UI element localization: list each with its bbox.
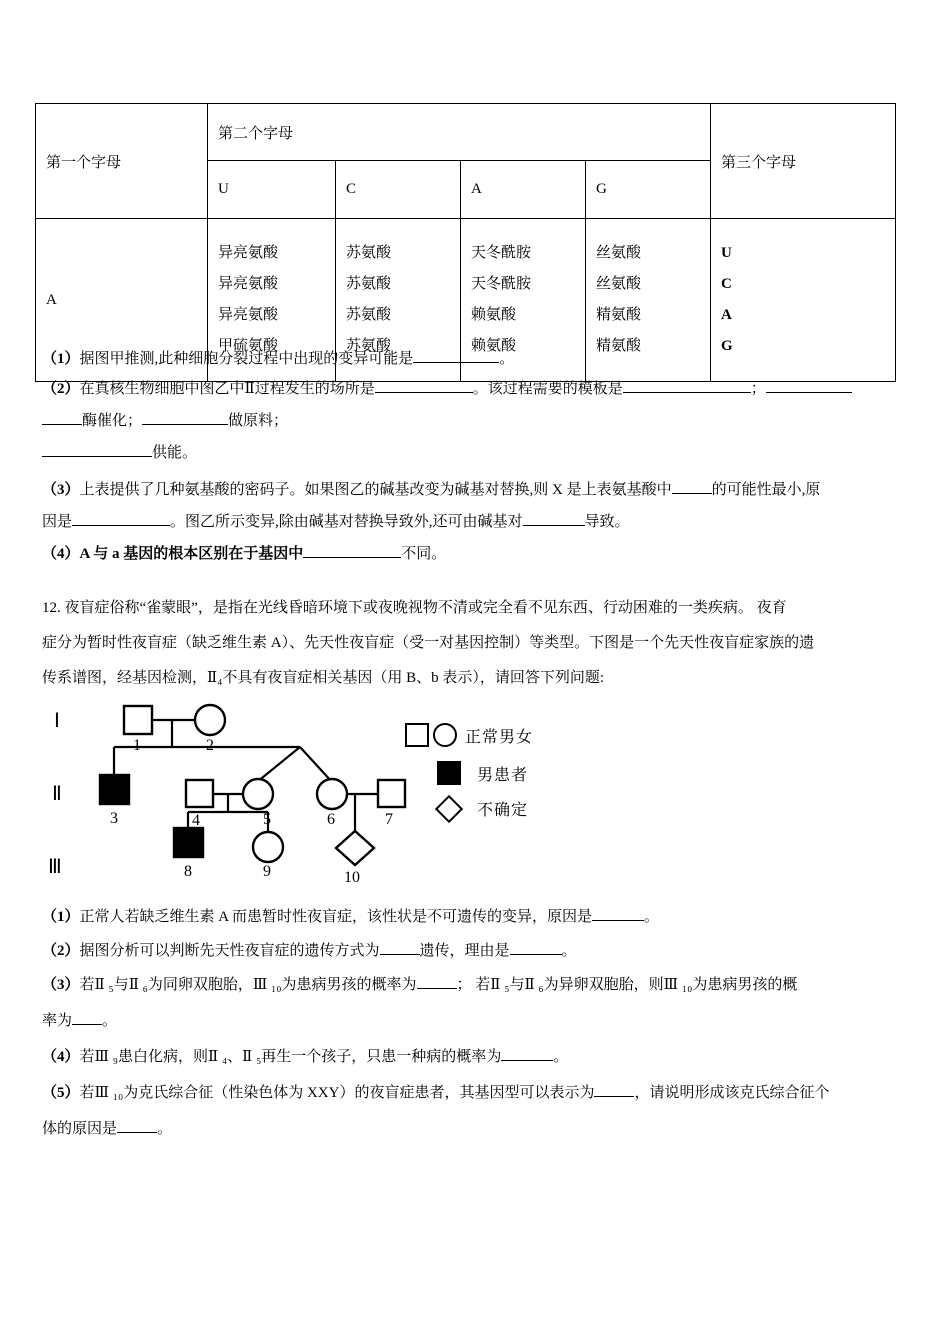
q11-p3-text-b: 的可能性最小,原: [711, 482, 821, 498]
q12-part-5-line2: [42, 1122, 172, 1138]
q11-part-3-line2: [42, 515, 630, 531]
amino-acid: 苏氨酸: [346, 276, 392, 292]
header-base-a: A: [461, 161, 586, 219]
q11-p3-line2-c: 导致。: [584, 514, 630, 530]
header-base-c: C: [336, 161, 461, 219]
q12-number: 12.: [42, 600, 61, 616]
q12-p2-number: （2）: [42, 943, 80, 959]
individual-number-6: 6: [327, 811, 335, 828]
answer-blank[interactable]: [592, 920, 644, 921]
pedigree-individual-10: [336, 831, 374, 865]
pedigree-individual-6: [317, 779, 347, 809]
q11-p3-line2-b: 。图乙所示变异,除由碱基对替换导致外,还可由碱基对: [170, 514, 523, 530]
q12-p5-line2-b: 。: [157, 1121, 173, 1137]
q11-part-4: [42, 547, 446, 563]
q12-p3-text-b: ； 若Ⅱ ₅与Ⅱ ₆为异卵双胞胎，则Ⅲ ₁₀为患病男孩的概: [456, 977, 798, 993]
q12-part-2: [42, 944, 577, 960]
q12-p5-number: （5）: [42, 1085, 80, 1101]
individual-number-7: 7: [385, 811, 393, 828]
q11-p3-text-a: 上表提供了几种氨基酸的密码子。如果图乙的碱基改变为碱基对替换,则 X 是上表氨基酸中: [79, 482, 672, 498]
answer-blank[interactable]: [413, 362, 499, 363]
q11-p2-text-c: ；: [750, 381, 766, 397]
generation-label-i: Ⅰ: [54, 710, 60, 732]
legend-label-normal: 正常男女: [465, 728, 534, 746]
answer-blank[interactable]: [417, 988, 457, 989]
legend-label-affected-male: 男患者: [477, 766, 529, 784]
answer-blank[interactable]: [523, 525, 585, 526]
answer-blank[interactable]: [510, 954, 562, 955]
q12-p2-text-a: 据图分析可以判断先天性夜盲症的遗传方式为: [79, 943, 380, 959]
legend-row-normal: [405, 723, 533, 747]
cell-g-column: [586, 219, 711, 382]
legend-label-uncertain: 不确定: [477, 802, 529, 819]
amino-acid: 天冬酰胺: [471, 245, 532, 261]
pedigree-legend: [405, 705, 605, 825]
answer-blank[interactable]: [42, 456, 152, 457]
q12-p1-text-a: 正常人若缺乏维生素 A 而患暂时性夜盲症，该性状是不可遗传的变异，原因是: [79, 909, 593, 925]
q11-p3-line2-a: 因是: [42, 514, 73, 530]
third-letter: G: [721, 338, 733, 354]
q11-part-2-line1: [42, 382, 852, 398]
affected-male-square-icon: [437, 761, 461, 785]
header-base-g: G: [586, 161, 711, 219]
q12-p4-text-a: 若Ⅲ ₉患白化病，则Ⅱ ₄、Ⅱ ₅再生一个孩子，只患一种病的概率为: [79, 1049, 502, 1065]
normal-female-circle-icon: [433, 723, 457, 747]
q11-p4-text-b: 不同。: [401, 546, 447, 562]
amino-acid: 异亮氨酸: [218, 307, 279, 323]
answer-blank[interactable]: [594, 1096, 634, 1097]
individual-number-4: 4: [192, 812, 200, 829]
q11-p1-number: （1）: [42, 351, 80, 367]
q12-part-1: [42, 910, 659, 926]
q12-stem-line1: [42, 601, 787, 617]
amino-acid: 异亮氨酸: [218, 245, 279, 261]
q11-p3-number: （3）: [42, 482, 80, 498]
legend-row-affected-male: [437, 761, 528, 785]
q11-p2-line3-b: 供能。: [152, 445, 198, 461]
pedigree-individual-3: [100, 775, 129, 804]
amino-acid: 甲硫氨酸: [218, 338, 279, 354]
pedigree-individual-1: [124, 706, 152, 734]
third-letter: U: [721, 245, 732, 261]
answer-blank[interactable]: [375, 392, 473, 393]
pedigree-individual-4: [186, 780, 213, 807]
q11-p2-line2-b: 做原料；: [228, 413, 289, 429]
answer-blank[interactable]: [142, 424, 228, 425]
table-header-row-1: [36, 104, 896, 161]
q12-p3-line2-b: 。: [102, 1013, 118, 1029]
diagonal-line-ii-6: [300, 747, 332, 782]
q11-p1-end: 。: [499, 351, 515, 367]
answer-blank[interactable]: [72, 1024, 102, 1025]
q12-part-5-line1: [42, 1086, 829, 1102]
amino-acid: 丝氨酸: [596, 276, 642, 292]
q12-p4-text-b: 。: [553, 1049, 569, 1065]
cell-third-letter-column: [711, 219, 896, 382]
q12-part-3-line2: [42, 1014, 117, 1030]
individual-number-9: 9: [263, 863, 271, 880]
q12-stem-line3: [42, 671, 604, 687]
answer-blank[interactable]: [42, 424, 82, 425]
third-letter: C: [721, 276, 732, 292]
q11-part-3-line1: [42, 483, 820, 499]
diagonal-line-ii-5: [257, 747, 300, 782]
q11-p2-number: （2）: [42, 381, 80, 397]
pedigree-individual-5: [243, 779, 273, 809]
amino-acid: 精氨酸: [596, 338, 642, 354]
answer-blank[interactable]: [117, 1132, 157, 1133]
q12-p3-number: （3）: [42, 977, 80, 993]
pedigree-individual-2: [195, 705, 225, 735]
q12-p1-text-b: 。: [644, 909, 660, 925]
individual-number-3: 3: [110, 810, 118, 827]
legend-row-uncertain: [439, 797, 528, 820]
answer-blank[interactable]: [303, 557, 401, 558]
pedigree-individual-9: [253, 832, 283, 862]
header-first-letter: 第一个字母: [36, 104, 208, 219]
amino-acid: 异亮氨酸: [218, 276, 279, 292]
normal-male-square-icon: [405, 723, 429, 747]
q12-p3-text-a: 若Ⅱ ₅与Ⅱ ₆为同卵双胞胎，Ⅲ ₁₀为患病男孩的概率为: [79, 977, 417, 993]
q11-p1-text: 据图甲推测,此种细胞分裂过程中出现的变异可能是: [79, 351, 414, 367]
individual-number-5: 5: [263, 811, 271, 828]
individual-number-2: 2: [206, 737, 214, 754]
q11-p4-number: （4）: [42, 546, 80, 562]
q12-p5-text-a: 若Ⅲ ₁₀为克氏综合征（性染色体为 XXY）的夜盲症患者，其基因型可以表示为: [79, 1085, 595, 1101]
q12-stem-text-2: 症分为暂时性夜盲症（缺乏维生素 A）、先天性夜盲症（受一对基因控制）等类型。下图是一个先天性夜盲症家族的遗: [42, 635, 815, 651]
q11-p4-text-a: A 与 a 基因的根本区别在于基因中: [79, 546, 304, 562]
third-letter: A: [721, 307, 732, 323]
codon-table: [35, 103, 896, 382]
q12-part-3-line1: [42, 978, 797, 994]
q11-p2-text-b: 。该过程需要的模板是: [472, 381, 623, 397]
q12-p3-line2-a: 率为: [42, 1013, 73, 1029]
q12-p5-text-b: ，请说明形成该克氏综合征个: [634, 1085, 830, 1101]
uncertain-diamond-icon: [435, 794, 463, 822]
amino-acid: 苏氨酸: [346, 307, 392, 323]
row-first-letter-a: A: [36, 219, 208, 382]
pedigree-individual-7: [378, 780, 405, 807]
q12-stem-text-1: 夜盲症俗称“雀蒙眼”，是指在光线昏暗环境下或夜晚视物不清或完全看不见东西、行动困难的一类疾病。 夜育: [64, 600, 787, 616]
q12-p2-text-b: 遗传，理由是: [419, 943, 510, 959]
header-third-letter: 第三个字母: [711, 104, 896, 219]
q12-part-4: [42, 1050, 568, 1066]
answer-blank[interactable]: [766, 392, 852, 393]
amino-acid: 丝氨酸: [596, 245, 642, 261]
generation-label-iii: Ⅲ: [48, 856, 62, 878]
individual-number-8: 8: [184, 863, 192, 880]
q12-p5-line2-a: 体的原因是: [42, 1121, 118, 1137]
amino-acid: 苏氨酸: [346, 338, 392, 354]
header-second-letter: 第二个字母: [208, 104, 711, 161]
individual-number-1: 1: [133, 737, 141, 754]
answer-blank[interactable]: [501, 1060, 553, 1061]
q12-stem-text-3: 传系谱图，经基因检测，Ⅱ₄不具有夜盲症相关基因（用 B、b 表示），请回答下列问题:: [42, 670, 605, 686]
answer-blank[interactable]: [623, 392, 751, 393]
q12-p1-number: （1）: [42, 909, 80, 925]
answer-blank[interactable]: [72, 525, 170, 526]
amino-acid: 赖氨酸: [471, 338, 517, 354]
q11-part-1: [42, 352, 514, 368]
q12-p4-number: （4）: [42, 1049, 80, 1065]
q11-p2-line2-a: 酶催化；: [82, 413, 143, 429]
amino-acid: 精氨酸: [596, 307, 642, 323]
answer-blank[interactable]: [672, 493, 712, 494]
generation-label-ii: Ⅱ: [52, 783, 62, 805]
amino-acid: 天冬酰胺: [471, 276, 532, 292]
amino-acid: 赖氨酸: [471, 307, 517, 323]
q11-part-2-line3: [42, 446, 197, 462]
amino-acid: 苏氨酸: [346, 245, 392, 261]
q11-part-2-line2: [42, 414, 288, 430]
q12-stem-line2: [42, 636, 814, 652]
pedigree-individual-8: [174, 828, 203, 857]
q11-p2-text-a: 在真核生物细胞中图乙中Ⅱ过程发生的场所是: [79, 381, 375, 397]
q12-p2-text-c: 。: [561, 943, 577, 959]
answer-blank[interactable]: [380, 954, 420, 955]
individual-number-10: 10: [344, 869, 360, 885]
header-base-u: U: [208, 161, 336, 219]
